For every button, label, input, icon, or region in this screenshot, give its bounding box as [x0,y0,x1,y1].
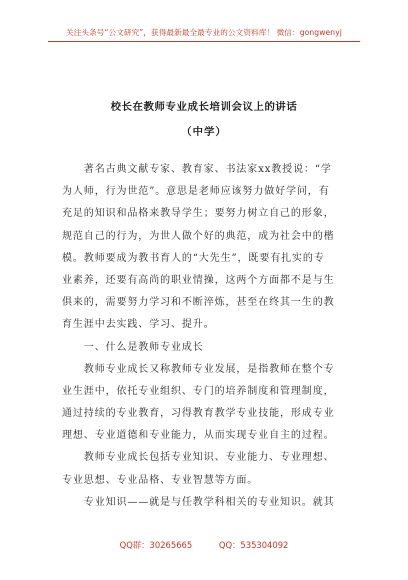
body-line: 为人师，行为世范”。意思是老师应该努力做好学问，有 [62,186,330,198]
body-line: 业素养，还要有高尚的职业情操，这两个方面都不是与生 [62,274,335,286]
header-banner: 关注头条号“公文研究”，获得最新最全最专业的公文资料库！ 微信：gongwenyj [66,28,342,37]
body-line: 著名古典文献专家、教育家、书法家xx教授说：“学 [62,164,332,175]
body-line: 业生涯中，依托专业组织、专门的培养制度和管理制度， [62,385,335,397]
body-line: 教师专业成长包括专业知识、专业能力、专业理想、 [62,452,335,464]
document-subtitle: （中学） [181,126,227,138]
body-line: 专业知识——就是与任教学科相关的专业知识。就其 [62,496,335,508]
body-line: 充足的知识和品格来教导学生；要努力树立自己的形象， [62,208,335,220]
body-line: 专业思想、专业品格、专业智慧等方面。 [62,474,259,486]
body-line: 规范自己的行为，为世人做个好的典范，成为社会中的楷 [62,230,335,242]
footer-qq: QQ：535304092 [218,540,289,550]
footer-contact [0,539,408,551]
footer-qq-group: QQ群：30265665 [119,540,193,550]
header-divider [48,41,360,42]
document-title: 校长在教师专业成长培训会议上的讲话 [110,101,298,113]
body-line: 教师专业成长又称教师专业发展，是指教师在整个专 [62,363,335,375]
body-line: 育生涯中去实践、学习、提升。 [62,319,215,331]
body-line: 通过持续的专业教育，习得教育教学专业技能，形成专业 [62,408,335,420]
section-heading: 一、什么是教师专业成长 [62,341,204,353]
body-line: 俱来的，需要努力学习和不断淬炼，甚至在终其一生的教 [62,297,335,309]
body-line: 模。教师要成为教书育人的“大先生”，既要有扎实的专 [62,252,325,264]
body-line: 理想、专业道德和专业能力，从而实现专业自主的过程。 [62,430,335,442]
document-body [62,159,362,514]
